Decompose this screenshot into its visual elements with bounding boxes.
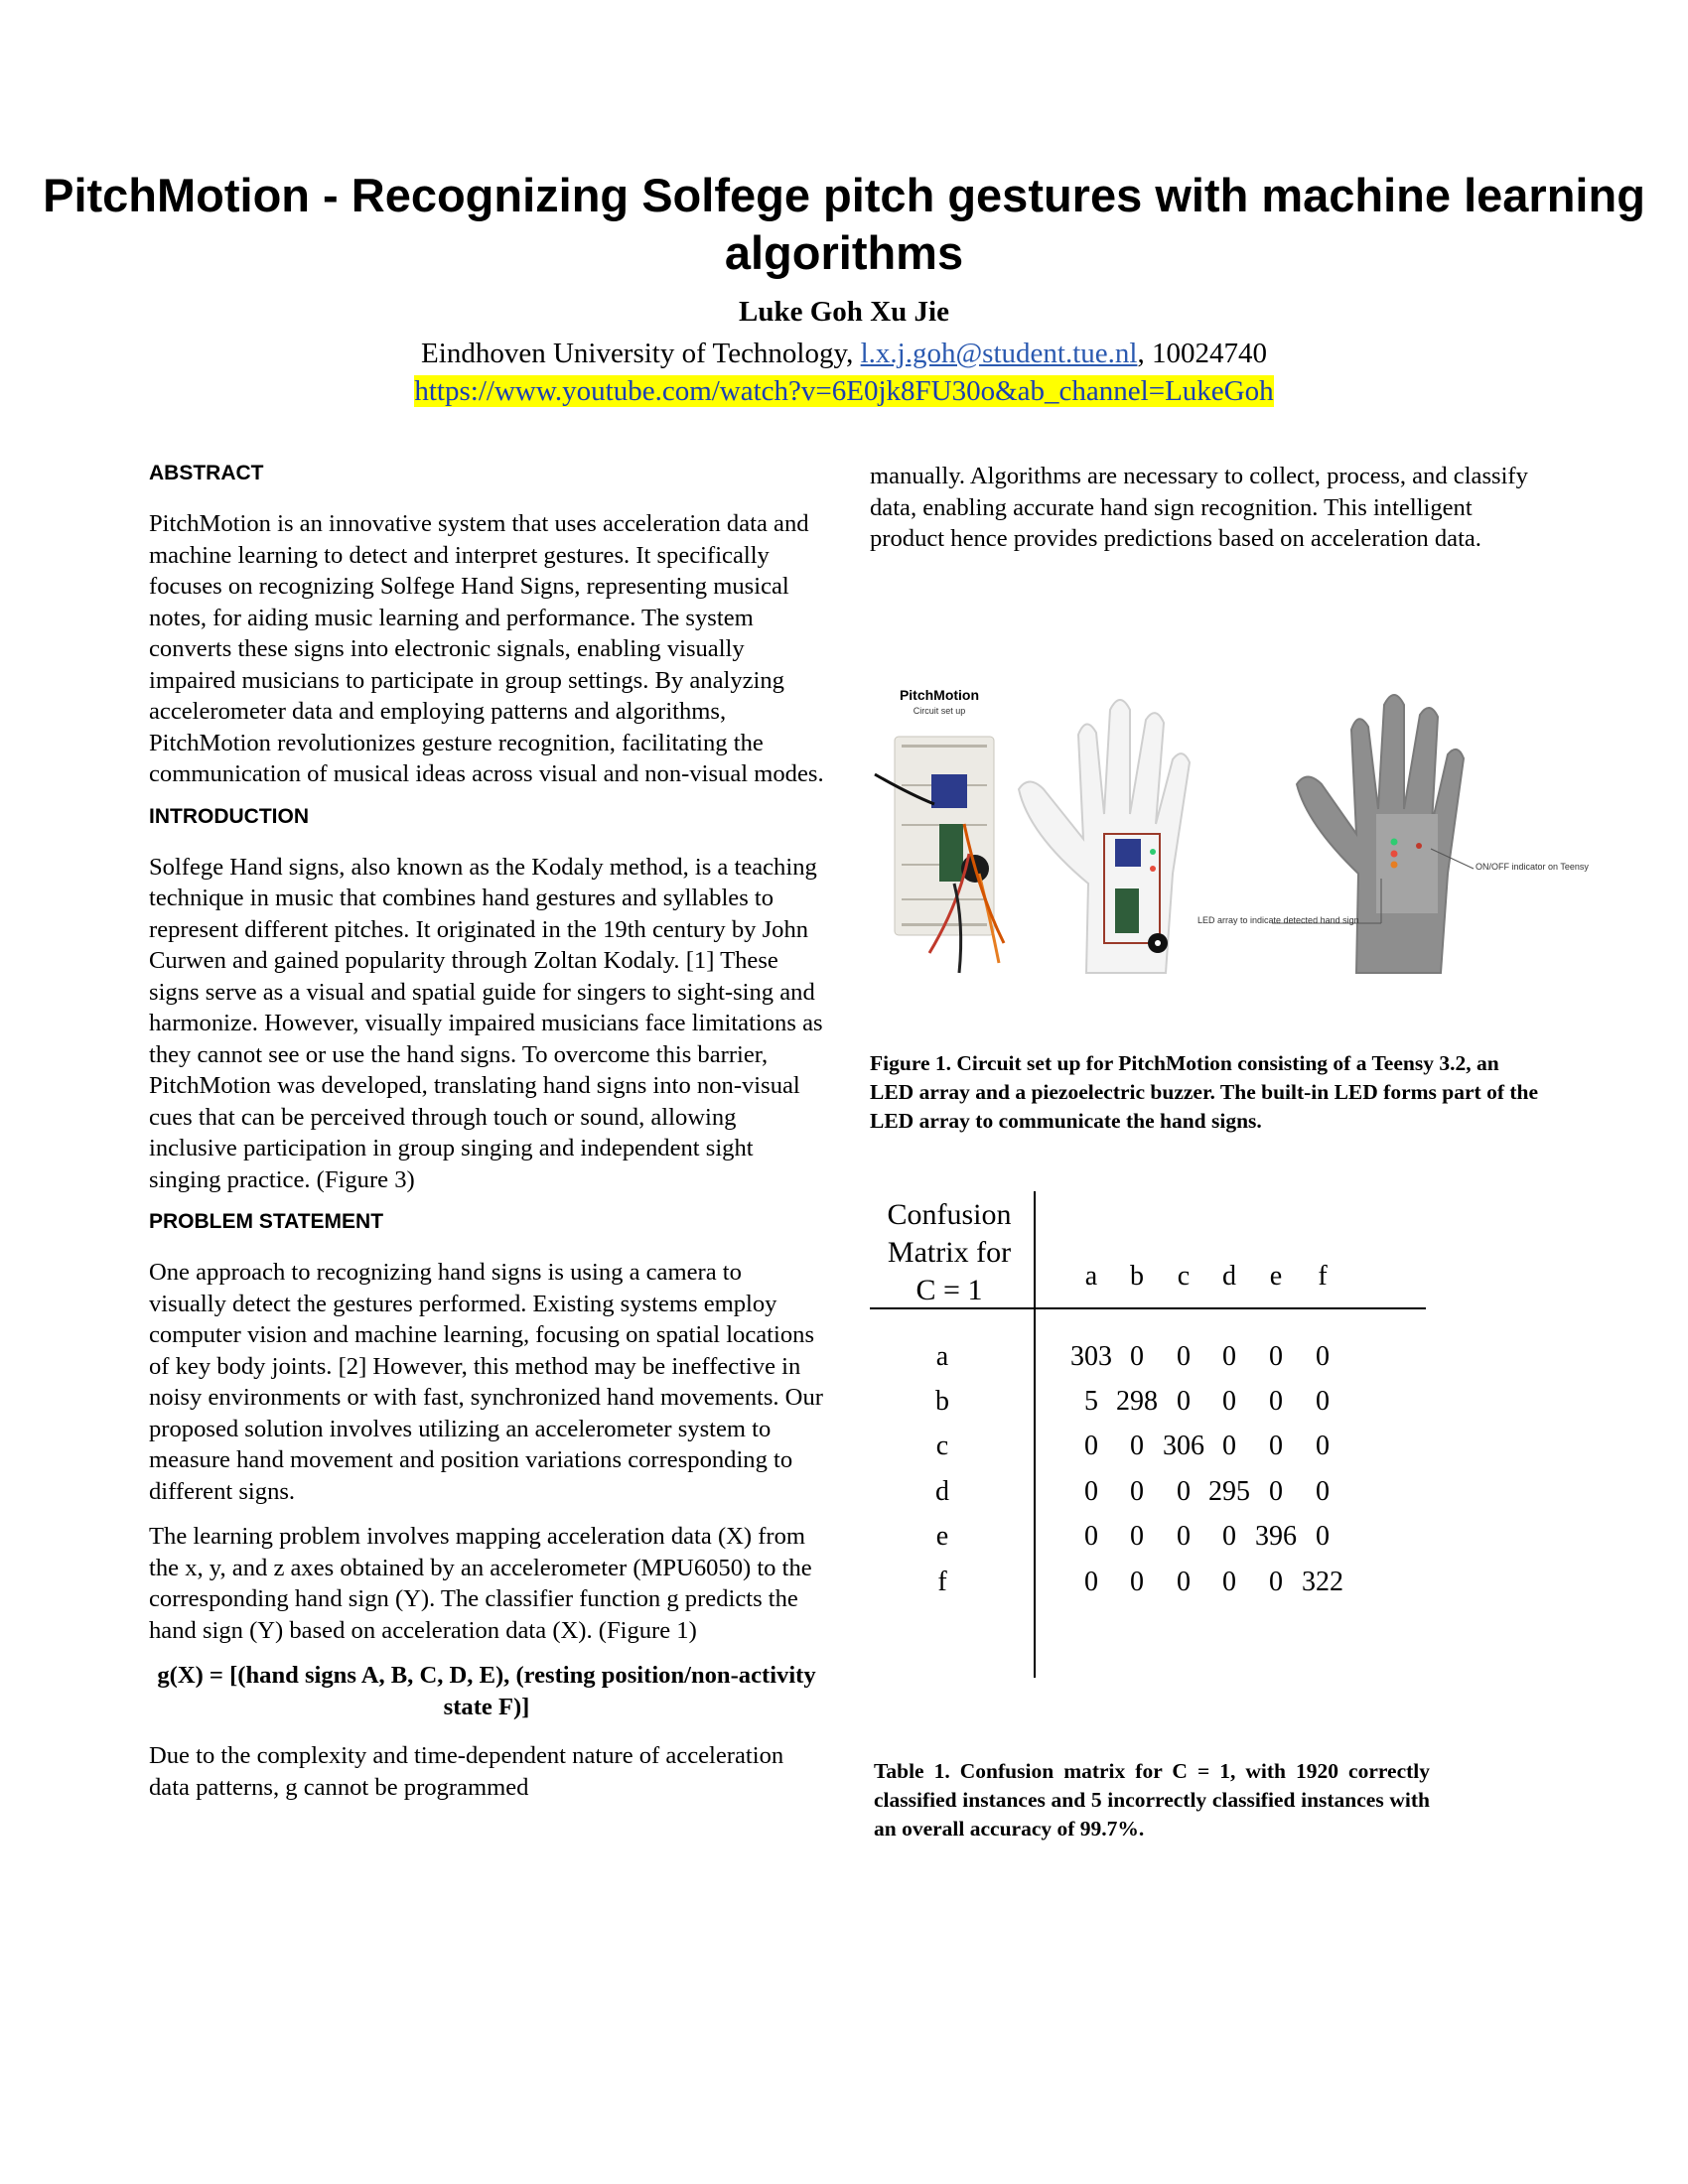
table-title-line-3: C = 1 xyxy=(915,1274,983,1306)
matrix-cell: 0 xyxy=(1084,1521,1098,1552)
matrix-cell: 0 xyxy=(1177,1386,1191,1417)
email-link[interactable]: l.x.j.goh@student.tue.nl xyxy=(860,338,1138,369)
table-title-cell xyxy=(870,1196,1029,1309)
matrix-cell: 0 xyxy=(1222,1341,1236,1372)
table-1-caption: Table 1. Confusion matrix for C = 1, with 1920 correctly classified instances and 5 incorrectly classified instances with an overall accuracy of 99.7%. xyxy=(874,1759,1430,1841)
matrix-cell: 0 xyxy=(1316,1476,1330,1507)
row-header-f: f xyxy=(937,1567,947,1597)
affiliation-line xyxy=(0,338,1688,370)
confusion-matrix-table xyxy=(870,1191,1446,1707)
figure-panel-subtitle: Circuit set up xyxy=(913,706,966,716)
video-link[interactable]: https://www.youtube.com/watch?v=6E0jk8FU30o&ab_channel=LukeGoh xyxy=(414,375,1274,407)
matrix-cell: 0 xyxy=(1130,1341,1144,1372)
column-header-d: d xyxy=(1222,1261,1236,1292)
video-link-line xyxy=(0,375,1688,408)
matrix-cell: 0 xyxy=(1222,1386,1236,1417)
glove-diagram-back xyxy=(1272,695,1474,973)
right-column xyxy=(870,461,1545,569)
column-header-b: b xyxy=(1130,1261,1144,1292)
table-title-line-2: Matrix for xyxy=(887,1236,1012,1269)
matrix-cell: 0 xyxy=(1316,1386,1330,1417)
row-header-c: c xyxy=(935,1431,949,1461)
matrix-cell: 0 xyxy=(1269,1476,1283,1507)
column-header-e: e xyxy=(1269,1261,1283,1292)
matrix-cell: 0 xyxy=(1269,1341,1283,1372)
matrix-cell: 0 xyxy=(1222,1521,1236,1552)
matrix-cell: 322 xyxy=(1302,1567,1343,1597)
matrix-cell: 0 xyxy=(1316,1431,1330,1461)
problem-paragraph-1: One approach to recognizing hand signs is using a camera to visually detect the gestures performed. Existing systems employ computer vision and machine learning, focusing on spatial locations of key body joints. [2] However, this method may be ineffective in noisy environments or with fast, synchronized hand movements. Our proposed solution involves utilizing an accelerometer system to measure hand movement and position variations corresponding to different signs. xyxy=(149,1259,823,1505)
glove-diagram-front xyxy=(1019,700,1190,973)
row-header-d: d xyxy=(935,1476,949,1507)
problem-paragraph-3: Due to the complexity and time-dependent nature of acceleration data patterns, g cannot be programmed xyxy=(149,1742,784,1801)
column-header-c: c xyxy=(1177,1261,1191,1292)
problem-heading: PROBLEM STATEMENT xyxy=(149,1210,384,1233)
matrix-cell: 0 xyxy=(1222,1431,1236,1461)
matrix-cell: 0 xyxy=(1177,1567,1191,1597)
introduction-heading: INTRODUCTION xyxy=(149,804,309,828)
label-led-array: LED array to indicate detected hand sign xyxy=(1197,915,1359,925)
affiliation: Eindhoven University of Technology, xyxy=(421,338,854,369)
abstract-heading: ABSTRACT xyxy=(149,462,264,484)
column-header-a: a xyxy=(1084,1261,1098,1292)
matrix-cell: 396 xyxy=(1255,1521,1297,1552)
matrix-cell: 0 xyxy=(1130,1521,1144,1552)
label-onoff-indicator: ON/OFF indicator on Teensy xyxy=(1476,862,1589,872)
matrix-cell: 295 xyxy=(1208,1476,1250,1507)
matrix-cell: 0 xyxy=(1316,1521,1330,1552)
paper-title: PitchMotion - Recognizing Solfege pitch gestures with machine learning algorithms xyxy=(43,169,1645,279)
column-header-f: f xyxy=(1318,1261,1328,1292)
row-header-a: a xyxy=(935,1341,949,1372)
matrix-cell: 0 xyxy=(1130,1476,1144,1507)
figure-panel-title: PitchMotion xyxy=(899,687,980,703)
left-column xyxy=(149,461,824,1817)
continuation-text: manually. Algorithms are necessary to collect, process, and classify data, enabling accurate hand sign recognition. This intelligent product hence provides predictions based on acceleration data. xyxy=(870,463,1528,552)
author-name: Luke Goh Xu Jie xyxy=(739,296,949,328)
matrix-cell: 0 xyxy=(1222,1567,1236,1597)
matrix-cell: 0 xyxy=(1269,1567,1283,1597)
matrix-cell: 5 xyxy=(1084,1386,1098,1417)
matrix-cell: 0 xyxy=(1177,1341,1191,1372)
matrix-cell: 0 xyxy=(1269,1431,1283,1461)
problem-paragraph-2: The learning problem involves mapping acceleration data (X) from the x, y, and z axes obtained by an accelerometer (MPU6050) to the corresponding hand sign (Y). The classifier function g predicts the hand sign (Y) based on acceleration data (X). (Figure 1) xyxy=(149,1523,812,1644)
figure-1-image xyxy=(870,675,1589,1003)
matrix-cell: 0 xyxy=(1130,1567,1144,1597)
student-id: , 10024740 xyxy=(1137,338,1267,369)
matrix-cell: 303 xyxy=(1070,1341,1112,1372)
figure-1-caption: Figure 1. Circuit set up for PitchMotion consisting of a Teensy 3.2, an LED array and a piezoelectric buzzer. The built-in LED forms part of the LED array to communicate the hand signs. xyxy=(870,1051,1539,1133)
matrix-cell: 298 xyxy=(1116,1386,1158,1417)
matrix-cell: 0 xyxy=(1177,1476,1191,1507)
matrix-cell: 0 xyxy=(1084,1431,1098,1461)
matrix-cell: 0 xyxy=(1177,1521,1191,1552)
introduction-text: Solfege Hand signs, also known as the Kodaly method, is a teaching technique in music that combines hand gestures and syllables to represent different pitches. It originated in the 19th century by John Curwen and gained popularity through Zoltan Kodaly. [1] These signs serve as a visual and spatial guide for singers to sight-sing and harmonize. However, visually impaired musicians face limitations as they cannot see or use the hand signs. To overcome this barrier, PitchMotion was developed, translating hand signs into non-visual cues that can be perceived through touch or sound, allowing inclusive participation in group singing and independent sight singing practice. (Figure 3) xyxy=(149,853,823,1193)
breadboard-photo xyxy=(870,685,1009,993)
row-header-e: e xyxy=(935,1521,949,1552)
matrix-cell: 0 xyxy=(1084,1476,1098,1507)
matrix-cell: 306 xyxy=(1163,1431,1204,1461)
matrix-cell: 0 xyxy=(1316,1341,1330,1372)
matrix-cell: 0 xyxy=(1130,1431,1144,1461)
matrix-cell: 0 xyxy=(1269,1386,1283,1417)
classifier-equation: g(X) = [(hand signs A, B, C, D, E), (resting position/non-activity state F)] xyxy=(157,1662,816,1720)
abstract-text: PitchMotion is an innovative system that uses acceleration data and machine learning to detect and interpret gestures. It specifically focuses on recognizing Solfege Hand Signs, representing musical notes, for aiding music learning and performance. The system converts these signs into electronic signals, enabling visually impaired musicians to participate in group settings. By analyzing accelerometer data and employing patterns and algorithms, PitchMotion revolutionizes gesture recognition, facilitating the communication of musical ideas across visual and non-visual modes. xyxy=(149,510,824,787)
matrix-cell: 0 xyxy=(1084,1567,1098,1597)
row-header-b: b xyxy=(935,1386,949,1417)
table-title-line-1: Confusion xyxy=(887,1198,1012,1231)
